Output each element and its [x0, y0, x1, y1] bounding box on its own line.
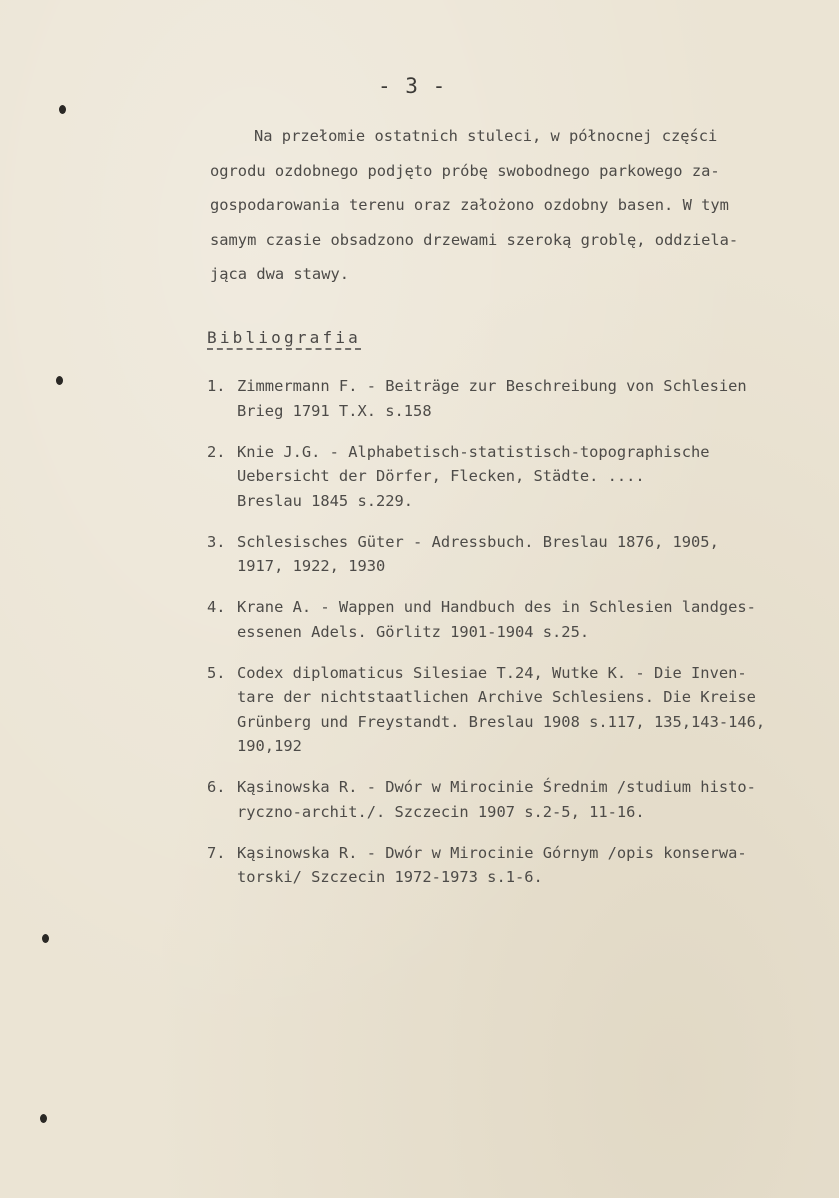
entry-line: Brieg 1791 T.X. s.158 — [237, 401, 432, 420]
bibliography-entry — [207, 440, 837, 514]
entry-line: Kąsinowska R. - Dwór w Mirocinie Górnym /opis konserwa- — [237, 843, 747, 862]
entry-line: Kąsinowska R. - Dwór w Mirocinie Średnim /studium histo- — [237, 778, 756, 796]
paragraph-line: ogrodu ozdobnego podjęto próbę swobodnego parkowego za- — [210, 161, 720, 180]
entry-line: Breslau 1845 s.229. — [237, 491, 414, 510]
entry-line: essenen Adels. Görlitz 1901-1904 s.25. — [237, 622, 590, 641]
entry-line: ryczno-archit./. Szczecin 1907 s.2-5, 11-16. — [237, 802, 645, 821]
bibliography-entry — [207, 595, 837, 644]
page-number: - 3 - — [378, 74, 447, 98]
ink-smudge — [243, 1019, 273, 1029]
entry-line: Schlesisches Güter - Adressbuch. Breslau 1876, 1905, — [237, 532, 719, 551]
entry-line: 1917, 1922, 1930 — [237, 557, 386, 575]
entry-line: Uebersicht der Dörfer, Flecken, Städte. .... — [237, 467, 645, 485]
entry-number: 1. — [207, 377, 226, 395]
bibliography-entry — [207, 841, 837, 890]
entry-number: 3. — [207, 532, 226, 551]
paragraph-line: gospodarowania terenu oraz założono ozdobny basen. W tym — [210, 196, 729, 214]
entry-line: Codex diplomaticus Silesiae T.24, Wutke K. - Die Inven- — [237, 663, 747, 682]
entry-number: 2. — [207, 442, 226, 461]
entry-line: Krane A. - Wappen und Handbuch des in Schlesien landges- — [237, 598, 756, 616]
entry-line: tare der nichtstaatlichen Archive Schlesiens. Die Kreise — [237, 688, 756, 706]
intro-paragraph — [210, 119, 820, 292]
punch-hole-3 — [42, 934, 49, 943]
entry-line: 190,192 — [237, 737, 302, 755]
entry-line: Grünberg und Freystandt. Breslau 1908 s.117, 135,143-146, — [237, 712, 766, 731]
paragraph-line: Na przełomie ostatnich stuleci, w północnej części — [254, 127, 718, 145]
paragraph-line: jąca dwa stawy. — [210, 265, 349, 283]
bibliography-list — [207, 374, 837, 906]
bibliography-entry — [207, 661, 837, 759]
entry-number: 6. — [207, 778, 226, 796]
entry-line: Knie J.G. - Alphabetisch-statistisch-topographische — [237, 442, 710, 461]
entry-line: Zimmermann F. - Beiträge zur Beschreibung von Schlesien — [237, 377, 747, 395]
bibliography-heading: Bibliografia — [207, 328, 361, 347]
bibliography-entry — [207, 775, 837, 824]
entry-number: 4. — [207, 598, 226, 616]
entry-line: torski/ Szczecin 1972-1973 s.1-6. — [237, 868, 543, 886]
punch-hole-2 — [56, 376, 63, 385]
paragraph-line: samym czasie obsadzono drzewami szeroką groblę, oddziela- — [210, 230, 739, 249]
punch-hole-4 — [40, 1114, 47, 1123]
entry-number: 5. — [207, 663, 226, 682]
entry-number: 7. — [207, 843, 226, 862]
bibliography-entry — [207, 374, 837, 423]
bibliography-entry — [207, 530, 837, 579]
punch-hole-1 — [59, 105, 66, 114]
